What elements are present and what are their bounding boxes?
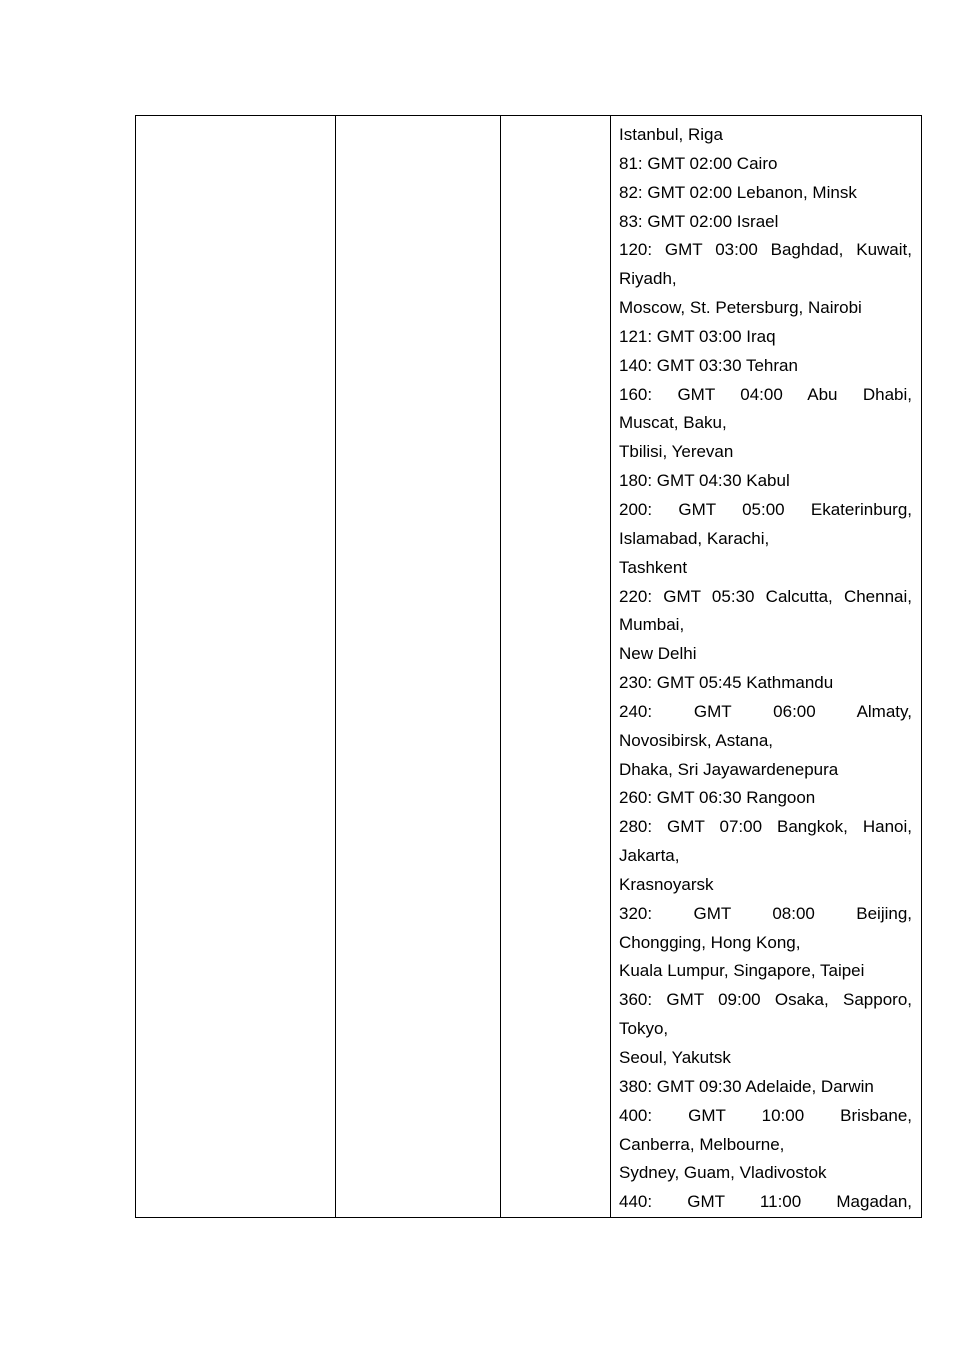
timezone-line: 140: GMT 03:30 Tehran [619, 355, 798, 375]
timezone-line: Novosibirsk, Astana, [619, 730, 774, 750]
timezone-line: Canberra, Melbourne, [619, 1134, 785, 1154]
timezone-line: 360: GMT 09:00 Osaka, Sapporo, [619, 990, 912, 1010]
timezone-line: 180: GMT 04:30 Kabul [619, 471, 790, 491]
timezone-line: 220: GMT 05:30 Calcutta, Chennai, [619, 586, 912, 606]
table-cell-col1 [136, 116, 336, 1218]
timezone-line: Istanbul, Riga [619, 125, 723, 144]
timezone-line: Chongging, Hong Kong, [619, 932, 801, 952]
timezone-line: 440: GMT 11:00 Magadan, [619, 1192, 912, 1212]
timezone-line: 83: GMT 02:00 Israel [619, 211, 779, 231]
timezone-list-cell [611, 116, 922, 1218]
timezone-list [619, 121, 912, 1217]
timezone-line: Moscow, St. Petersburg, Nairobi [619, 298, 862, 318]
timezone-line: 380: GMT 09:30 Adelaide, Darwin [619, 1076, 874, 1096]
timezone-line: 400: GMT 10:00 Brisbane, [619, 1105, 912, 1125]
table-cell-col2 [336, 116, 501, 1218]
timezone-line: 81: GMT 02:00 Cairo [619, 153, 778, 173]
timezone-line: Seoul, Yakutsk [619, 1048, 731, 1067]
timezone-line: 82: GMT 02:00 Lebanon, Minsk [619, 182, 857, 202]
timezone-line: Riyadh, [619, 269, 677, 289]
timezone-line: Muscat, Baku, [619, 413, 727, 433]
timezone-line: 260: GMT 06:30 Rangoon [619, 788, 816, 808]
timezone-line: 160: GMT 04:00 Abu Dhabi, [619, 384, 912, 404]
timezone-line: 200: GMT 05:00 Ekaterinburg, [619, 499, 912, 519]
timezone-line: 240: GMT 06:00 Almaty, [619, 701, 912, 721]
timezone-line: Tbilisi, Yerevan [619, 442, 734, 462]
timezone-line: Mumbai, [619, 615, 685, 635]
timezone-line: Dhaka, Sri Jayawardenepura [619, 759, 839, 779]
timezone-line: Islamabad, Karachi, [619, 528, 770, 548]
timezone-line: Krasnoyarsk [619, 874, 714, 894]
timezone-line: 121: GMT 03:00 Iraq [619, 326, 776, 346]
timezone-line: Tashkent [619, 557, 688, 577]
timezone-line: Jakarta, [619, 846, 680, 866]
timezone-line: 120: GMT 03:00 Baghdad, Kuwait, [619, 240, 912, 260]
timezone-line: Kuala Lumpur, Singapore, Taipei [619, 961, 865, 981]
timezone-line: Tokyo, [619, 1019, 669, 1039]
table-cell-col3 [501, 116, 611, 1218]
table-row [136, 116, 922, 1218]
timezone-line: 280: GMT 07:00 Bangkok, Hanoi, [619, 817, 912, 837]
timezone-line: 230: GMT 05:45 Kathmandu [619, 673, 834, 693]
timezone-line: Sydney, Guam, Vladivostok [619, 1163, 827, 1183]
timezone-table [135, 115, 922, 1218]
timezone-line: 320: GMT 08:00 Beijing, [619, 903, 912, 923]
timezone-line: New Delhi [619, 644, 697, 664]
